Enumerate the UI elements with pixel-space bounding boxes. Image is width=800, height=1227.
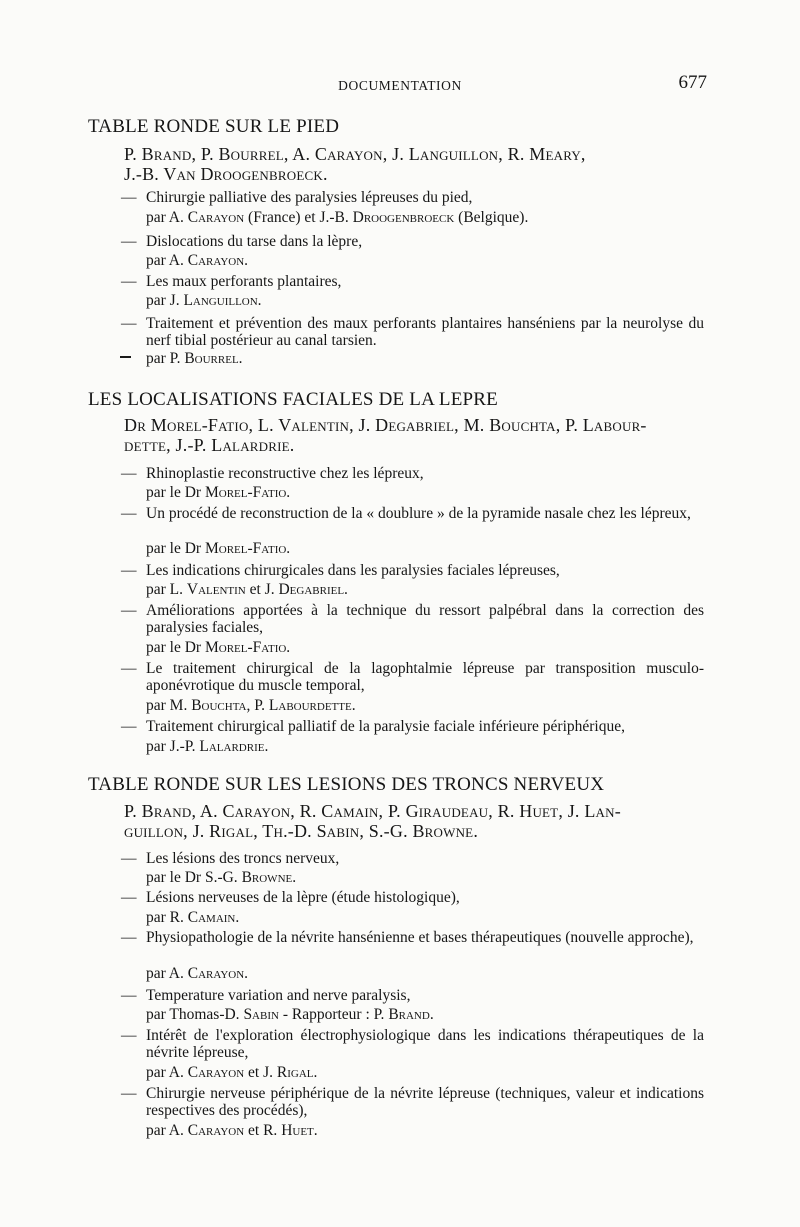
entry-title: Traitement chirurgical palliatif de la paralysie faciale inférieure périphérique, (146, 718, 625, 735)
section-authors-line-2: J.-B. Van Droogenbroeck. (124, 164, 328, 184)
section-authors-line-1: P. Brand, A. Carayon, R. Camain, P. Giraudeau, R. Huet, J. Lan- (124, 801, 621, 821)
entry-byline: par L. Valentin et J. Degabriel. (146, 581, 348, 598)
entry-title: Les indications chirurgicales dans les paralysies faciales lépreuses, (146, 562, 560, 579)
entry-dash: — (121, 233, 137, 250)
page-number: 677 (678, 72, 707, 93)
entry-byline: par A. Carayon (France) et J.-B. Droogenbroeck (Belgique). (146, 209, 529, 226)
entry-dash: — (121, 189, 137, 206)
entry-dash: — (121, 273, 137, 290)
section-authors-line-1: Dr Morel-Fatio, L. Valentin, J. Degabriel, M. Bouchta, P. Labour- (124, 415, 647, 435)
entry-dash: — (121, 987, 137, 1004)
entry-dash: — (121, 660, 137, 677)
section-title: TABLE RONDE SUR LE PIED (88, 116, 340, 137)
print-mark (120, 356, 131, 358)
entry-byline: par Thomas-D. Sabin - Rapporteur : P. Brand. (146, 1006, 434, 1023)
entry-dash: — (121, 929, 137, 946)
entry-dash: — (121, 505, 137, 522)
entry-dash: — (121, 315, 137, 332)
entry-dash: — (121, 1027, 137, 1044)
entry-byline: par le Dr S.-G. Browne. (146, 869, 297, 886)
entry-title: Chirurgie palliative des paralysies lépreuses du pied, (146, 189, 473, 206)
entry-dash: — (121, 889, 137, 906)
entry-byline: par A. Carayon. (146, 965, 249, 982)
section-title: LES LOCALISATIONS FACIALES DE LA LEPRE (88, 389, 498, 410)
entry-title: Lésions nerveuses de la lèpre (étude histologique), (146, 889, 460, 906)
entry-title: Un procédé de reconstruction de la « doublure » de la pyramide nasale chez les lépreux, (146, 505, 691, 522)
entry-byline: par le Dr Morel-Fatio. (146, 540, 291, 557)
entry-byline: par A. Carayon. (146, 252, 249, 269)
entry-title: Les lésions des troncs nerveux, (146, 850, 340, 867)
entry-byline: par J.-P. Lalardrie. (146, 738, 269, 755)
section-authors-line-2: guillon, J. Rigal, Th.-D. Sabin, S.-G. Browne. (124, 821, 479, 841)
entry-byline: par le Dr Morel-Fatio. (146, 484, 291, 501)
entry-byline: par P. Bourrel. (146, 350, 243, 367)
running-title: DOCUMENTATION (338, 78, 462, 93)
entry-dash: — (121, 602, 137, 619)
entry-title: Temperature variation and nerve paralysis, (146, 987, 411, 1004)
entry-title: Les maux perforants plantaires, (146, 273, 342, 290)
entry-title: Rhinoplastie reconstructive chez les lépreux, (146, 465, 424, 482)
entry-dash: — (121, 465, 137, 482)
entry-byline: par A. Carayon et J. Rigal. (146, 1064, 318, 1081)
entry-byline: par R. Camain. (146, 909, 240, 926)
entry-byline: par A. Carayon et R. Huet. (146, 1122, 318, 1139)
entry-title: Chirurgie nerveuse périphérique de la névrite lépreuse (techniques, valeur et indications respectives des procédés), (146, 1085, 704, 1119)
entry-dash: — (121, 562, 137, 579)
section-authors-line-2: dette, J.-P. Lalardrie. (124, 435, 295, 455)
section-authors-line-1: P. Brand, P. Bourrel, A. Carayon, J. Languillon, R. Meary, (124, 144, 586, 164)
section-title: TABLE RONDE SUR LES LESIONS DES TRONCS NERVEUX (88, 774, 605, 795)
entry-byline: par J. Languillon. (146, 292, 262, 309)
entry-byline: par le Dr Morel-Fatio. (146, 639, 291, 656)
entry-dash: — (121, 850, 137, 867)
entry-dash: — (121, 718, 137, 735)
entry-title: Intérêt de l'exploration électrophysiologique dans les indications thérapeutiques de la névrite lépreuse, (146, 1027, 704, 1061)
entry-title: Le traitement chirurgical de la lagophtalmie lépreuse par transposition musculo-aponévrotique du muscle temporal, (146, 660, 704, 694)
entry-title: Dislocations du tarse dans la lèpre, (146, 233, 363, 250)
page-header (0, 72, 800, 100)
entry-title: Traitement et prévention des maux perforants plantaires hanséniens par la neurolyse du nerf tibial postérieur au canal tarsien. (146, 315, 704, 349)
entry-title: Physiopathologie de la névrite hansénienne et bases thérapeutiques (nouvelle approche), (146, 929, 694, 946)
entry-title: Améliorations apportées à la technique du ressort palpébral dans la correction des paralysies faciales, (146, 602, 704, 636)
entry-byline: par M. Bouchta, P. Labourdette. (146, 697, 356, 714)
entry-dash: — (121, 1085, 137, 1102)
